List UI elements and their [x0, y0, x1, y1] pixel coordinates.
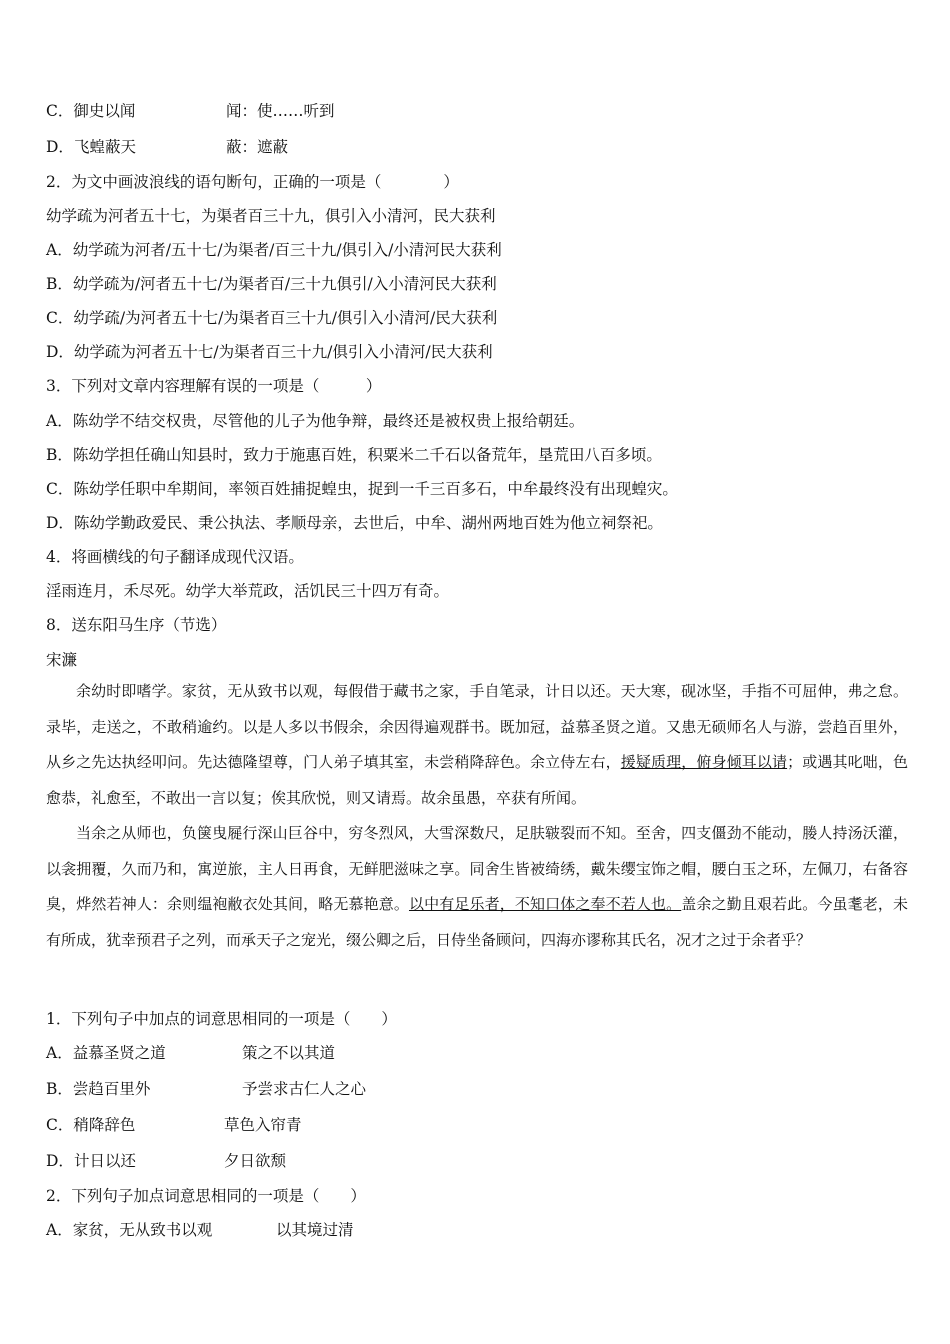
- option-gloss: 闻：使……听到: [226, 102, 335, 120]
- question-8-1-option-a: [46, 1042, 336, 1064]
- question-2-option-b: B．幼学疏为/河者五十七/为渠者百/三十九俱引/入小清河民大获利: [46, 275, 497, 293]
- option-phrase-b: 以其境过清: [276, 1221, 354, 1239]
- option-phrase-b: 予尝求古仁人之心: [242, 1080, 367, 1098]
- question-8-2-option-a: [46, 1219, 354, 1241]
- underlined-sentence: 以中有足乐者，不知口体之奉不若人也。: [408, 895, 682, 913]
- question-3-option-d: D．陈幼学勤政爱民、秉公执法、孝顺母亲，去世后，中牟、湖州两地百姓为他立祠祭祀。: [46, 514, 663, 532]
- question-3-stem: 3．下列对文章内容理解有误的一项是（ ）: [46, 377, 382, 395]
- option-letter: B．: [46, 1080, 73, 1098]
- paragraph-text: ；或遇其叱咄，色愈恭，礼愈至，不敢出一言以复；俟其欣悦，则又请焉。故余虽愚，卒获有所闻。: [46, 753, 908, 807]
- question-2-option-d: D．幼学疏为河者五十七/为渠者百三十九/俱引入小清河/民大获利: [46, 343, 493, 361]
- option-gloss: 蔽：遮蔽: [226, 138, 289, 156]
- option-phrase-b: 夕日欲颓: [224, 1152, 287, 1170]
- option-letter: C．: [46, 1116, 74, 1134]
- paragraph-text: 余幼时即嗜学。家贫，无从致书以观，每假借于藏书之家，手自笔录，计日以还。天大寒，砚冰坚，手指不可屈伸，弗之怠。录毕，走送之，不敢稍逾约。以是人多以书假余，余因得遍观群书。既加冠，益慕圣贤之道。又患无硕师名人与游，尝趋百里外，从乡之先达执经叩问。先达德隆望尊，门人弟子填其室，未尝稍降辞色。余立侍左右，: [46, 682, 908, 771]
- question-8-1-stem: 1．下列句子中加点的词意思相同的一项是（ ）: [46, 1010, 397, 1028]
- passage-title: 8．送东阳马生序（节选）: [46, 616, 227, 634]
- option-d-top: [46, 136, 289, 158]
- option-phrase-a: 尝趋百里外: [72, 1080, 151, 1098]
- option-phrase-a: 益慕圣贤之道: [72, 1044, 166, 1062]
- option-phrase-b: 草色入帘青: [224, 1116, 302, 1134]
- question-3-option-b: B．陈幼学担任确山知县时，致力于施惠百姓，积粟米二千石以备荒年，垦荒田八百多顷。: [46, 446, 662, 464]
- underlined-sentence: 援疑质理，俯身倾耳以请: [620, 753, 788, 771]
- paragraph-text: 当余之从师也，负箧曳屣行深山巨谷中，穷冬烈风，大雪深数尺，足肤皲裂而不知。至舍，四支僵劲不能动，媵人持汤沃灌，以衾拥覆，久而乃和，寓逆旅，主人日再食，无鲜肥滋味之享。同舍生皆被绮绣，戴朱缨宝饰之帽，腰白玉之环，左佩刀，右备容臭，烨然若神人：余则缊袍敝衣处其间，略无慕艳意。: [46, 824, 908, 913]
- option-phrase-a: 家贫，无从致书以观: [72, 1221, 213, 1239]
- question-3-option-a: A．陈幼学不结交权贵，尽管他的儿子为他争辩，最终还是被权贵上报给朝廷。: [46, 412, 585, 430]
- option-word: 御史以闻: [73, 102, 136, 120]
- option-letter: D．: [46, 138, 74, 156]
- passage-paragraph-2: [46, 816, 908, 958]
- question-8-2-stem: 2．下列句子加点词意思相同的一项是（ ）: [46, 1187, 366, 1205]
- option-phrase-a: 稍降辞色: [73, 1116, 136, 1134]
- option-letter: A．: [46, 1044, 73, 1062]
- question-8-1-option-b: [46, 1078, 367, 1100]
- question-3-option-c: C．陈幼学任职中牟期间，率领百姓捕捉蝗虫，捉到一千三百多石，中牟最终没有出现蝗灾。: [46, 480, 678, 498]
- question-8-1-option-c: [46, 1114, 302, 1136]
- option-phrase-b: 策之不以其道: [242, 1044, 336, 1062]
- question-2-stem: 2．为文中画波浪线的语句断句，正确的一项是（ ）: [46, 173, 459, 191]
- option-letter: C．: [46, 102, 74, 120]
- question-4-stem: 4．将画横线的句子翻译成现代汉语。: [46, 548, 304, 566]
- question-4-sentence: 淫雨连月，禾尽死。幼学大举荒政，活饥民三十四万有奇。: [46, 582, 450, 600]
- question-2-option-a: A．幼学疏为河者/五十七/为渠者/百三十九/俱引入/小清河民大获利: [46, 241, 502, 259]
- passage-author: 宋濂: [46, 651, 78, 669]
- question-2-option-c: C．幼学疏/为河者五十七/为渠者百三十九/俱引入小清河/民大获利: [46, 309, 498, 327]
- question-8-1-option-d: [46, 1150, 287, 1172]
- option-c-top: [46, 100, 335, 122]
- paragraph-text: 盖余之勤且艰若此。今虽耄老，未有所成，犹幸预君子之列，而承天子之宠光，缀公卿之后，日侍坐备顾问，四海亦谬称其氏名，况才之过于余者乎？: [46, 895, 908, 949]
- option-word: 飞蝗蔽天: [73, 138, 136, 156]
- option-letter: A．: [46, 1221, 73, 1239]
- option-phrase-a: 计日以还: [73, 1152, 136, 1170]
- question-2-sentence: 幼学疏为河者五十七，为渠者百三十九，俱引入小清河，民大获利: [46, 207, 496, 225]
- option-letter: D．: [46, 1152, 74, 1170]
- passage-paragraph-1: [46, 674, 908, 816]
